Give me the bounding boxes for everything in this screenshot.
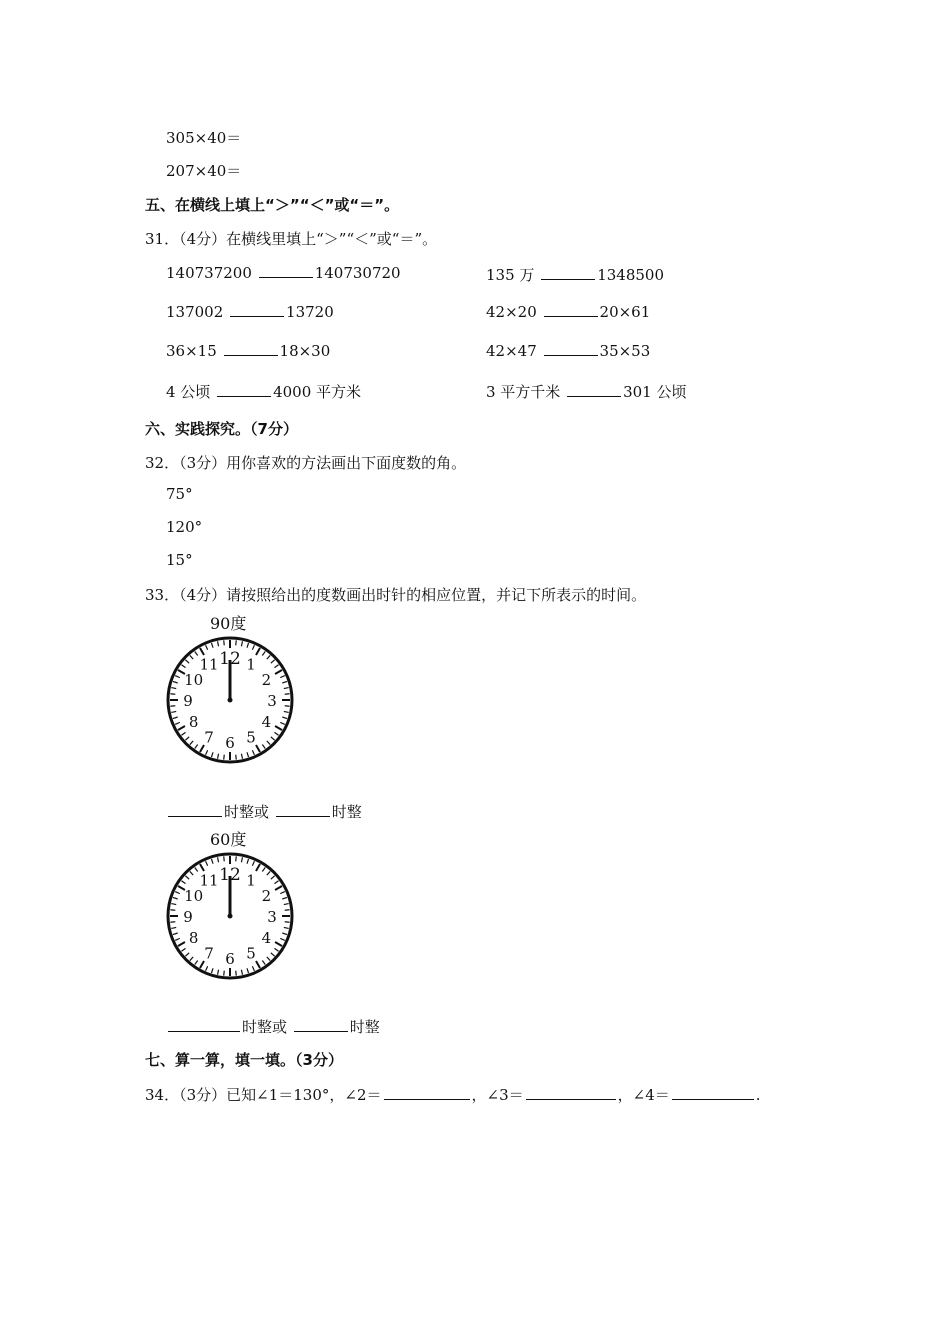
clock-number: 3 <box>267 908 277 926</box>
minute-tick <box>285 910 290 911</box>
clock-number: 7 <box>204 944 214 963</box>
clock1-answer <box>166 801 362 822</box>
minute-tick <box>236 856 237 861</box>
clock-number: 6 <box>225 734 235 752</box>
minute-tick <box>236 755 237 760</box>
compare-row-1-right <box>486 264 664 285</box>
answer-blank[interactable] <box>276 815 330 817</box>
minute-tick <box>236 971 237 976</box>
compare-row-2-left <box>166 303 334 321</box>
clock2-label: 60度 <box>210 830 247 849</box>
answer-blank[interactable] <box>259 276 313 278</box>
clock-number: 11 <box>199 871 219 890</box>
compare-b: 35×53 <box>599 342 651 360</box>
q34-end: . <box>755 1086 761 1104</box>
clock-face-2[interactable] <box>164 850 296 982</box>
minute-tick <box>236 640 237 645</box>
answer-blank[interactable] <box>168 1030 240 1032</box>
minute-tick <box>285 694 290 695</box>
compare-b: 301 公顷 <box>623 383 687 401</box>
answer-blank[interactable] <box>168 815 222 817</box>
question-31: 31．（4分）在横线里填上“＞”“＜”或“＝”。 <box>145 230 438 248</box>
clock-number: 3 <box>267 692 277 710</box>
minute-tick <box>170 910 175 911</box>
answer-blank[interactable] <box>217 395 271 397</box>
answer-blank[interactable] <box>567 395 621 397</box>
clock-number: 9 <box>183 908 193 926</box>
minute-tick <box>170 694 175 695</box>
clock-number: 10 <box>184 671 204 689</box>
question-33: 33．（4分）请按照给出的度数画出时针的相应位置，并记下所表示的时间。 <box>145 586 647 604</box>
answer-text: 时整 <box>331 803 362 821</box>
q34-text: 34．（3分）已知∠1＝130°，∠2＝ <box>145 1086 382 1104</box>
clock-number: 5 <box>246 728 256 747</box>
angle-15: 15° <box>166 551 193 569</box>
compare-row-4-left <box>166 381 361 402</box>
compare-a: 137002 <box>166 303 224 321</box>
answer-blank[interactable] <box>224 354 278 356</box>
section6-heading: 六、实践探究。（7分） <box>145 420 298 438</box>
compare-row-3-left <box>166 342 330 360</box>
answer-blank[interactable] <box>294 1030 348 1032</box>
compare-row-2-right <box>486 303 650 321</box>
minute-tick <box>285 706 290 707</box>
clock-number: 2 <box>261 671 272 689</box>
compare-a: 36×15 <box>166 342 217 360</box>
compare-row-4-right <box>486 381 687 402</box>
angle3-blank[interactable] <box>526 1098 616 1100</box>
answer-blank[interactable] <box>544 354 598 356</box>
compare-a: 42×20 <box>486 303 537 321</box>
clock-number: 8 <box>188 929 199 947</box>
compare-b: 13720 <box>286 303 334 321</box>
compare-b: 20×61 <box>599 303 651 321</box>
compare-b: 1348500 <box>597 266 664 284</box>
section5-heading: 五、在横线上填上“＞”“＜”或“＝”。 <box>145 196 400 214</box>
compare-b: 140730720 <box>314 264 401 282</box>
minute-tick <box>224 755 225 760</box>
minute-tick <box>170 922 175 923</box>
clock-center <box>228 698 233 703</box>
calc-line-1: 305×40＝ <box>166 129 242 147</box>
minute-tick <box>224 971 225 976</box>
clock2-answer <box>166 1016 380 1037</box>
clock-number: 7 <box>204 728 214 747</box>
answer-text: 时整或 <box>242 1018 288 1036</box>
clock-number: 2 <box>261 887 272 905</box>
calc-line-2: 207×40＝ <box>166 162 242 180</box>
minute-tick <box>224 640 225 645</box>
angle-75: 75° <box>166 485 193 503</box>
compare-a: 4 公顷 <box>166 383 211 401</box>
clock-number: 12 <box>219 865 241 885</box>
angle2-blank[interactable] <box>384 1098 470 1100</box>
answer-blank[interactable] <box>544 315 598 317</box>
clock-number: 1 <box>246 871 256 890</box>
q34-text: ，∠4＝ <box>617 1086 670 1104</box>
clock-number: 6 <box>225 950 235 968</box>
question-34 <box>145 1084 761 1105</box>
answer-text: 时整或 <box>224 803 270 821</box>
compare-a: 42×47 <box>486 342 537 360</box>
compare-a: 3 平方千米 <box>486 383 561 401</box>
clock-face-1[interactable] <box>164 634 296 766</box>
clock-center <box>228 914 233 919</box>
answer-blank[interactable] <box>541 278 595 280</box>
angle4-blank[interactable] <box>672 1098 754 1100</box>
answer-text: 时整 <box>349 1018 380 1036</box>
clock-number: 1 <box>246 655 256 674</box>
compare-b: 18×30 <box>279 342 331 360</box>
compare-b: 4000 平方米 <box>273 383 362 401</box>
clock-number: 11 <box>199 655 219 674</box>
minute-tick <box>285 922 290 923</box>
q34-text: ，∠3＝ <box>471 1086 524 1104</box>
clock-number: 4 <box>261 929 272 947</box>
compare-a: 135 万 <box>486 266 535 284</box>
clock-number: 9 <box>183 692 193 710</box>
minute-tick <box>224 856 225 861</box>
clock-number: 8 <box>188 713 199 731</box>
compare-row-3-right <box>486 342 650 360</box>
angle-120: 120° <box>166 518 203 536</box>
answer-blank[interactable] <box>230 315 284 317</box>
clock-number: 5 <box>246 944 256 963</box>
clock-number: 4 <box>261 713 272 731</box>
question-32: 32．（3分）用你喜欢的方法画出下面度数的角。 <box>145 454 467 472</box>
compare-a: 140737200 <box>166 264 252 282</box>
minute-tick <box>170 706 175 707</box>
clock-number: 12 <box>219 649 241 669</box>
section7-heading: 七、算一算，填一填。（3分） <box>145 1051 343 1069</box>
clock1-label: 90度 <box>210 614 247 633</box>
clock-number: 10 <box>184 887 204 905</box>
compare-row-1-left <box>166 264 401 282</box>
